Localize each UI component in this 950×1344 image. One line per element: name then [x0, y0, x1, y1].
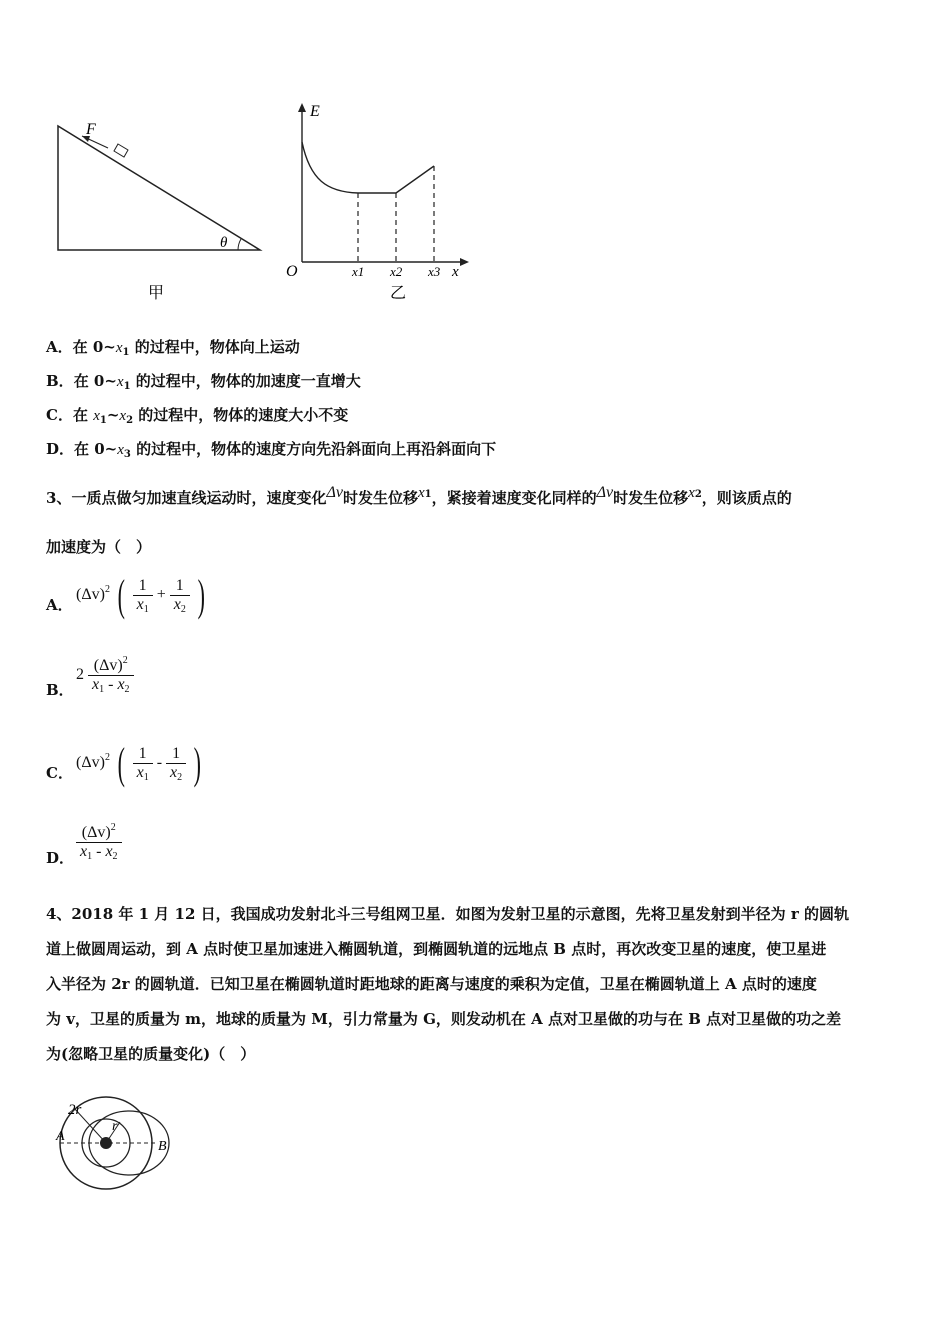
tick-x3: x3: [428, 264, 441, 279]
label-r: r: [112, 1119, 118, 1134]
label-a: A: [56, 1129, 65, 1144]
q3-option-c-formula: $(\Delta v)^2$ ( $\frac{1}{x_1}$ - $\frac{1}{x_2}$ ): [76, 739, 202, 788]
y-arrow: [298, 103, 306, 112]
label-2r: 2r: [68, 1102, 82, 1118]
q4-text: [46, 897, 906, 1072]
x-arrow: [460, 258, 469, 266]
caption-jia: 甲: [148, 285, 165, 302]
q2-option-a[interactable]: A．在 $0\sim x_1$ 的过程中，物体向上运动: [46, 338, 300, 358]
angle-label: θ: [220, 235, 228, 251]
q3-option-b-formula: 2 $\frac{(\Delta v)^2}{x_1 - x_2}$: [76, 655, 134, 695]
q3-stem-line1: 3、一质点做匀加速直线运动时，速度变化Δv时发生位移$x^1$，紧接着速度变化同样的Δv时发生位移$x^2$，则该质点的: [46, 484, 792, 507]
block: [114, 144, 128, 157]
energy-curve: [302, 142, 434, 193]
incline-figure: [50, 110, 270, 305]
incline-triangle: [58, 126, 260, 250]
q3-option-c-label[interactable]: C．: [46, 764, 73, 782]
q3-option-a-formula: $(\Delta v)^2$ ( $\frac{1}{x_1}$ + $\frac{1}{x_2}$ ): [76, 571, 205, 620]
orbit-figure: [44, 1092, 184, 1194]
q3-option-a-label[interactable]: A．: [46, 596, 73, 614]
label-b: B: [158, 1139, 167, 1154]
q4-line: 为(忽略卫星的质量变化)（ ）: [46, 1045, 256, 1063]
tick-x1: x1: [352, 264, 365, 279]
q3-option-d-formula: $\frac{(\Delta v)^2}{x_1 - x_2}$: [76, 822, 122, 862]
x-label: x: [452, 264, 459, 280]
energy-graph: [282, 100, 472, 305]
origin-label: O: [286, 263, 298, 280]
q3-stem-line2: 加速度为（ ）: [46, 538, 152, 556]
q3-option-b-label[interactable]: B．: [46, 681, 74, 699]
q4-line: 入半径为 2r 的圆轨道．已知卫星在椭圆轨道时距地球的距离与速度的乘积为定值，卫星在椭圆轨道上 A 点时的速度: [46, 975, 817, 993]
caption-yi: 乙: [390, 285, 407, 302]
q4-line: 4、2018 年 1 月 12 日，我国成功发射北斗三号组网卫星．如图为发射卫星的示意图，先将卫星发射到半径为 r 的圆轨: [46, 905, 849, 923]
q2-option-b[interactable]: B．在 $0\sim x_1$ 的过程中，物体的加速度一直增大: [46, 372, 361, 392]
tick-x2: x2: [390, 264, 403, 279]
q2-option-d[interactable]: D．在 $0\sim x_3$ 的过程中，物体的速度方向先沿斜面向上再沿斜面向下: [46, 440, 497, 460]
force-label: F: [86, 121, 96, 138]
q3-option-d-label[interactable]: D．: [46, 849, 75, 867]
q4-line: 为 v，卫星的质量为 m，地球的质量为 M，引力常量为 G，则发动机在 A 点对卫星做的功与在 B 点对卫星做的功之差: [46, 1010, 842, 1028]
q2-option-c[interactable]: C．在 $x_1\sim x_2$ 的过程中，物体的速度大小不变: [46, 406, 349, 426]
q4-line: 道上做圆周运动，到 A 点时使卫星加速进入椭圆轨道，到椭圆轨道的远地点 B 点时，再次改变卫星的速度，使卫星进: [46, 940, 827, 958]
y-label: E: [310, 103, 320, 120]
angle-arc: [238, 239, 241, 250]
